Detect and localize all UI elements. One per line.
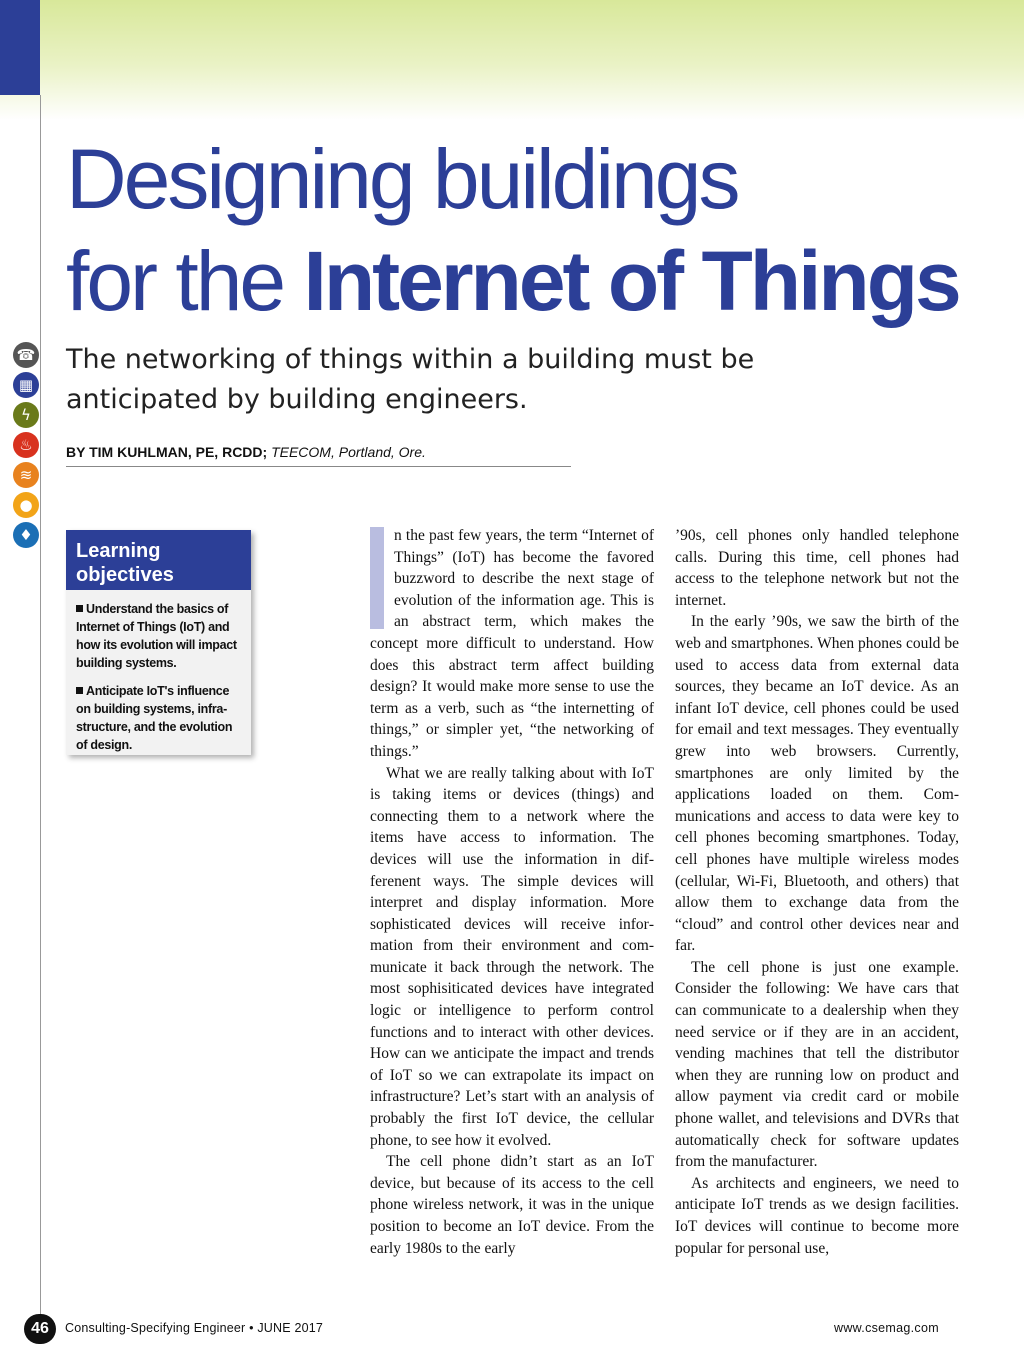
learning-objective-item (66, 600, 251, 672)
byline (66, 444, 426, 460)
headline-line-1: Designing buildings (66, 132, 738, 226)
calculator-icon: ▦ (13, 372, 39, 398)
byline-affiliation: TEECOM, Portland, Ore. (271, 444, 426, 460)
body-paragraph: n the past few years, the term “Internet of Things” (IoT) has become the favored buzzword to describe the next stage of evolution of the information age. This is an abstract term, which makes the concept more difficult to understand. How does this abstract term affect building design? It would make more sense to use the term as a verb, such as “the internetting of things,” or simpler yet, “the networking of things.” (370, 527, 654, 760)
learning-objective-text: Understand the basics of Internet of Things (IoT) and how its evolution will impact building systems. (76, 602, 237, 670)
learning-objectives-title-line-2: objectives (76, 564, 174, 586)
body-paragraph: In the early ’90s, we saw the birth of the web and smartphones. When phones could be used to access data from external data sources, they became an IoT device. As an infant IoT device, cell phones could be used for email and text messages. They eventually grew into web browsers. Currently, smartphones are only limited by the applications loaded on them. Communications and access to data were key to cell phones becoming smartphones. Today, cell phones have multiple wireless modes (cellular, Wi-Fi, Bluetooth, and others) that allow them to exchange data from the “cloud” and control other devices near and far. (675, 613, 959, 955)
bullet-square-icon (76, 687, 83, 694)
margin-rule (40, 95, 41, 1320)
page-number: 46 (24, 1314, 56, 1344)
body-column-2 (675, 525, 959, 1259)
hvac-icon: ≋ (13, 462, 39, 488)
footer-website: www.csemag.com (834, 1321, 939, 1335)
headline-line-2 (66, 230, 986, 332)
byline-rule (66, 466, 571, 467)
body-paragraph: What we are really talking about with IoT is taking items or devices (things) and connecting them to a network where the items have access to information. The devices will use the information in differenent ways. The simple devices will interpret and display information. More sophisticated devices will receive information from their environment and communicate it back through the network. The most sophisiticated devices have integrated logic or intelligence to perform control functions and to interact with other devices. How can we anticipate the impact and trends of IoT so we can extrapolate its impact on infrastructure? Let’s start with an analysis of probably the first IoT device, the cellular phone, to see how it evolved. (370, 764, 654, 1149)
footer-publication: Consulting-Specifying Engineer • JUNE 2017 (65, 1321, 324, 1335)
plumbing-icon: ♦ (13, 522, 39, 548)
corner-accent-bar (0, 0, 40, 95)
headline-line-2-light: for the (66, 234, 304, 328)
electrical-icon: ϟ (13, 402, 39, 428)
header-gradient-band (0, 0, 1024, 120)
learning-objectives-title-line-1: Learning (76, 540, 161, 562)
learning-objectives-title (66, 530, 251, 590)
body-paragraph: The cell phone is just one example. Consider the following: We have cars that can communicate to a dealership when they need service or if they are in an accident, vending machines that tell the distributor when they are running low on product and allow payment via credit card or mobile phone wallet, and televisions and DVRs that automatically check for software updates from the manufacturer. (675, 958, 959, 1171)
headline-line-2-bold: Internet of Things (303, 234, 959, 328)
learning-objectives-box (66, 530, 251, 755)
body-paragraph: The cell phone didn’t start as an IoT device, but because of its access to the cell phone wireless network, it was in the unique position to become an IoT device. From the early 1980s to the early (370, 1153, 654, 1257)
telecom-icon: ☎ (13, 342, 39, 368)
discipline-icons (13, 342, 43, 552)
body-column-1 (370, 525, 654, 1259)
learning-objective-item (66, 682, 251, 754)
dropcap-block (370, 527, 384, 629)
body-paragraph: ’90s, cell phones only handled telephone calls. During this time, cell phones had access to the telephone network but not the internet. (675, 527, 959, 609)
body-paragraph: As architects and engineers, we need to anticipate IoT trends as we design facilities. IoT devices will continue to become more popular for personal use, (675, 1174, 959, 1257)
article-headline (66, 128, 986, 332)
bullet-square-icon (76, 605, 83, 612)
fire-icon: ♨ (13, 432, 39, 458)
article-deck: The networking of things within a building must be anticipated by building engineers. (66, 344, 755, 415)
byline-author: BY TIM KUHLMAN, PE, RCDD; (66, 444, 268, 460)
learning-objective-text: Anticipate IoT's influence on building systems, infrastructure, and the evolution of design. (76, 684, 233, 752)
lighting-icon: ● (13, 492, 39, 518)
